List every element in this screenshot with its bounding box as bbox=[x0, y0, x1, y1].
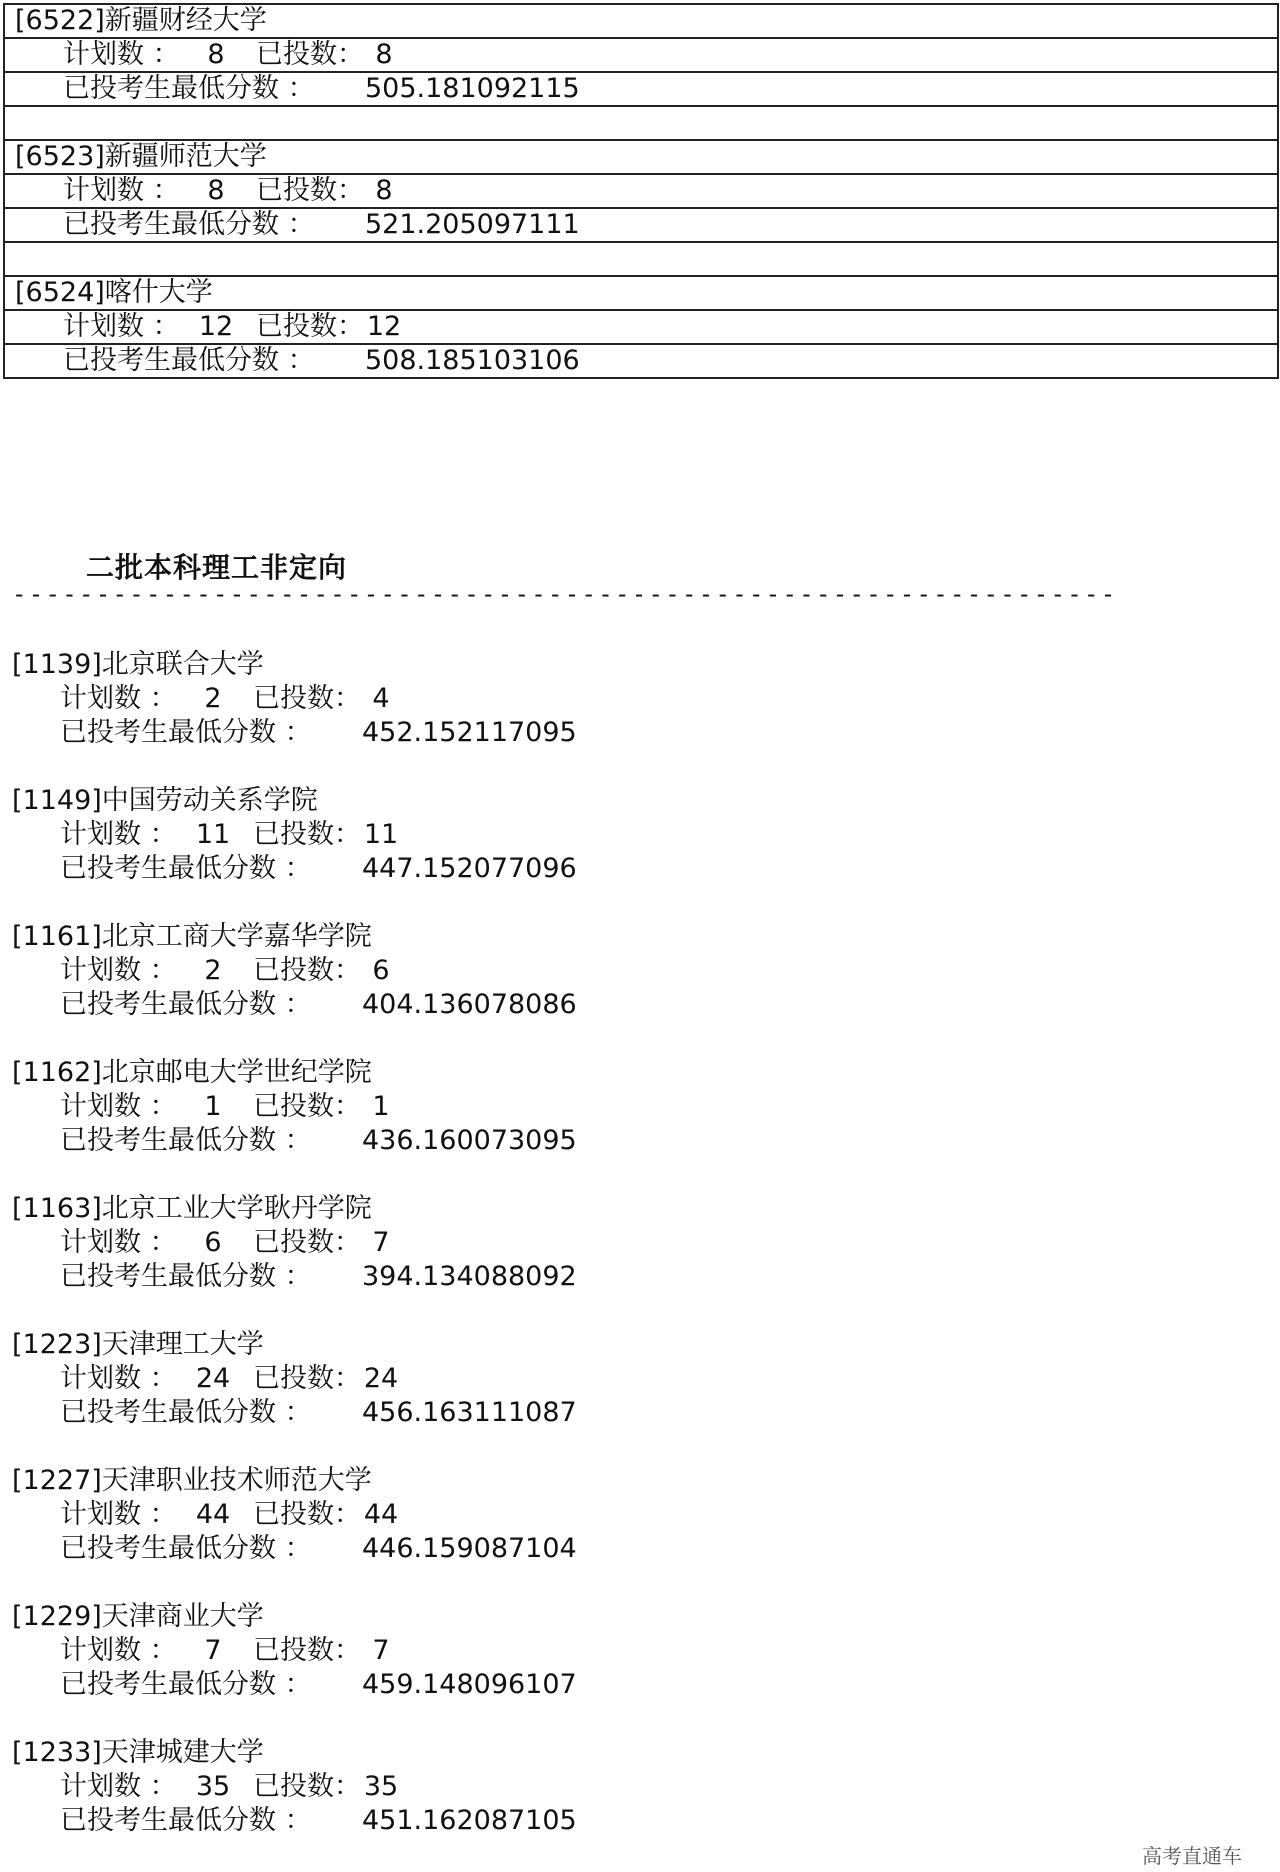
cast-value: 44 bbox=[363, 1499, 399, 1530]
min-score-value: 446.159087104 bbox=[362, 1533, 577, 1564]
cast-label: 已投数： bbox=[253, 819, 361, 850]
plan-value: 6 bbox=[204, 1227, 222, 1258]
min-score-label: 已投考生最低分数 ： bbox=[60, 989, 312, 1020]
plan-label: 计划数 ： bbox=[60, 1499, 177, 1530]
watermark-text: 高考直通车 bbox=[1142, 1844, 1242, 1868]
cast-value: 7 bbox=[372, 1227, 390, 1258]
cast-value: 11 bbox=[363, 819, 399, 850]
cast-label: 已投数： bbox=[253, 1771, 361, 1802]
min-score-row bbox=[0, 1396, 1280, 1430]
min-score-label: 已投考生最低分数 ： bbox=[60, 717, 312, 748]
min-score-value: 452.152117095 bbox=[362, 717, 577, 748]
min-score-row bbox=[0, 716, 1280, 750]
table-plan-row bbox=[5, 175, 1277, 209]
section-heading: 二批本科理工非定向 bbox=[86, 551, 348, 584]
cast-label: 已投数： bbox=[256, 39, 364, 70]
min-score-label: 已投考生最低分数 ： bbox=[60, 853, 312, 884]
school-list bbox=[0, 648, 1280, 1872]
section-divider: ------------------------------------------------------------------ bbox=[12, 580, 1118, 608]
plan-value: 8 bbox=[207, 175, 225, 206]
plan-row bbox=[0, 1090, 1280, 1124]
min-score-row bbox=[0, 852, 1280, 886]
cast-label: 已投数： bbox=[253, 1363, 361, 1394]
school-name: [1233]天津城建大学 bbox=[12, 1737, 264, 1768]
table-plan-row bbox=[5, 39, 1277, 73]
min-score-label: 已投考生最低分数 ： bbox=[63, 73, 315, 104]
plan-label: 计划数 ： bbox=[63, 39, 180, 70]
list-item bbox=[0, 784, 1280, 920]
plan-value: 35 bbox=[195, 1771, 231, 1802]
min-score-value: 451.162087105 bbox=[362, 1805, 577, 1836]
cast-label: 已投数： bbox=[253, 955, 361, 986]
cast-value: 1 bbox=[372, 1091, 390, 1122]
cast-label: 已投数： bbox=[253, 683, 361, 714]
school-name: [1227]天津职业技术师范大学 bbox=[12, 1465, 372, 1496]
cast-label: 已投数： bbox=[253, 1091, 361, 1122]
cast-value: 8 bbox=[375, 175, 393, 206]
min-score-value: 394.134088092 bbox=[362, 1261, 577, 1292]
table-school-name: [6523]新疆师范大学 bbox=[5, 141, 1277, 175]
plan-value: 12 bbox=[198, 311, 234, 342]
min-score-row bbox=[0, 1124, 1280, 1158]
school-name: [1163]北京工业大学耿丹学院 bbox=[12, 1193, 372, 1224]
list-item bbox=[0, 1736, 1280, 1872]
min-score-value: 505.181092115 bbox=[365, 73, 580, 104]
min-score-row bbox=[0, 1260, 1280, 1294]
list-item bbox=[0, 648, 1280, 784]
school-name: [1149]中国劳动关系学院 bbox=[12, 785, 318, 816]
plan-value: 11 bbox=[195, 819, 231, 850]
cast-label: 已投数： bbox=[253, 1635, 361, 1666]
plan-label: 计划数 ： bbox=[60, 683, 177, 714]
plan-label: 计划数 ： bbox=[60, 1091, 177, 1122]
list-item bbox=[0, 920, 1280, 1056]
list-item bbox=[0, 1056, 1280, 1192]
plan-value: 2 bbox=[204, 955, 222, 986]
table-school-name: [6524]喀什大学 bbox=[5, 277, 1277, 311]
cast-label: 已投数： bbox=[253, 1499, 361, 1530]
min-score-label: 已投考生最低分数 ： bbox=[60, 1533, 312, 1564]
cast-label: 已投数： bbox=[253, 1227, 361, 1258]
plan-value: 1 bbox=[204, 1091, 222, 1122]
plan-row bbox=[0, 1634, 1280, 1668]
cast-label: 已投数： bbox=[256, 175, 364, 206]
min-score-value: 436.160073095 bbox=[362, 1125, 577, 1156]
cast-value: 35 bbox=[363, 1771, 399, 1802]
bordered-results-table bbox=[3, 3, 1279, 379]
plan-value: 24 bbox=[195, 1363, 231, 1394]
plan-label: 计划数 ： bbox=[60, 1363, 177, 1394]
school-name: [1139]北京联合大学 bbox=[12, 649, 264, 680]
plan-row bbox=[0, 1770, 1280, 1804]
min-score-label: 已投考生最低分数 ： bbox=[60, 1669, 312, 1700]
plan-row bbox=[0, 818, 1280, 852]
plan-value: 8 bbox=[207, 39, 225, 70]
plan-label: 计划数 ： bbox=[60, 1227, 177, 1258]
plan-row bbox=[0, 682, 1280, 716]
table-spacer-row bbox=[5, 107, 1277, 141]
min-score-value: 456.163111087 bbox=[362, 1397, 577, 1428]
table-min-score-row bbox=[5, 73, 1277, 107]
min-score-label: 已投考生最低分数 ： bbox=[60, 1125, 312, 1156]
plan-label: 计划数 ： bbox=[60, 819, 177, 850]
school-name: [1162]北京邮电大学世纪学院 bbox=[12, 1057, 372, 1088]
min-score-row bbox=[0, 1668, 1280, 1702]
cast-value: 12 bbox=[366, 311, 402, 342]
min-score-label: 已投考生最低分数 ： bbox=[60, 1805, 312, 1836]
min-score-value: 459.148096107 bbox=[362, 1669, 577, 1700]
school-name: [1161]北京工商大学嘉华学院 bbox=[12, 921, 372, 952]
cast-value: 8 bbox=[375, 39, 393, 70]
plan-label: 计划数 ： bbox=[60, 1771, 177, 1802]
min-score-value: 447.152077096 bbox=[362, 853, 577, 884]
min-score-label: 已投考生最低分数 ： bbox=[63, 209, 315, 240]
plan-label: 计划数 ： bbox=[60, 1635, 177, 1666]
list-item bbox=[0, 1600, 1280, 1736]
min-score-row bbox=[0, 988, 1280, 1022]
plan-value: 2 bbox=[204, 683, 222, 714]
min-score-row bbox=[0, 1804, 1280, 1838]
min-score-row bbox=[0, 1532, 1280, 1566]
table-school-name: [6522]新疆财经大学 bbox=[5, 5, 1277, 39]
plan-label: 计划数 ： bbox=[63, 175, 180, 206]
school-name: [1229]天津商业大学 bbox=[12, 1601, 264, 1632]
plan-label: 计划数 ： bbox=[60, 955, 177, 986]
plan-value: 44 bbox=[195, 1499, 231, 1530]
cast-value: 6 bbox=[372, 955, 390, 986]
table-min-score-row bbox=[5, 209, 1277, 243]
min-score-value: 508.185103106 bbox=[365, 345, 580, 376]
list-item bbox=[0, 1464, 1280, 1600]
cast-value: 4 bbox=[372, 683, 390, 714]
plan-label: 计划数 ： bbox=[63, 311, 180, 342]
table-plan-row bbox=[5, 311, 1277, 345]
school-name: [1223]天津理工大学 bbox=[12, 1329, 264, 1360]
cast-label: 已投数： bbox=[256, 311, 364, 342]
min-score-label: 已投考生最低分数 ： bbox=[60, 1261, 312, 1292]
cast-value: 7 bbox=[372, 1635, 390, 1666]
list-item bbox=[0, 1328, 1280, 1464]
min-score-label: 已投考生最低分数 ： bbox=[60, 1397, 312, 1428]
plan-row bbox=[0, 1498, 1280, 1532]
plan-row bbox=[0, 1362, 1280, 1396]
min-score-value: 404.136078086 bbox=[362, 989, 577, 1020]
plan-row bbox=[0, 1226, 1280, 1260]
list-item bbox=[0, 1192, 1280, 1328]
plan-value: 7 bbox=[204, 1635, 222, 1666]
min-score-label: 已投考生最低分数 ： bbox=[63, 345, 315, 376]
cast-value: 24 bbox=[363, 1363, 399, 1394]
min-score-value: 521.205097111 bbox=[365, 209, 580, 240]
table-spacer-row bbox=[5, 243, 1277, 277]
plan-row bbox=[0, 954, 1280, 988]
table-min-score-row bbox=[5, 345, 1277, 379]
